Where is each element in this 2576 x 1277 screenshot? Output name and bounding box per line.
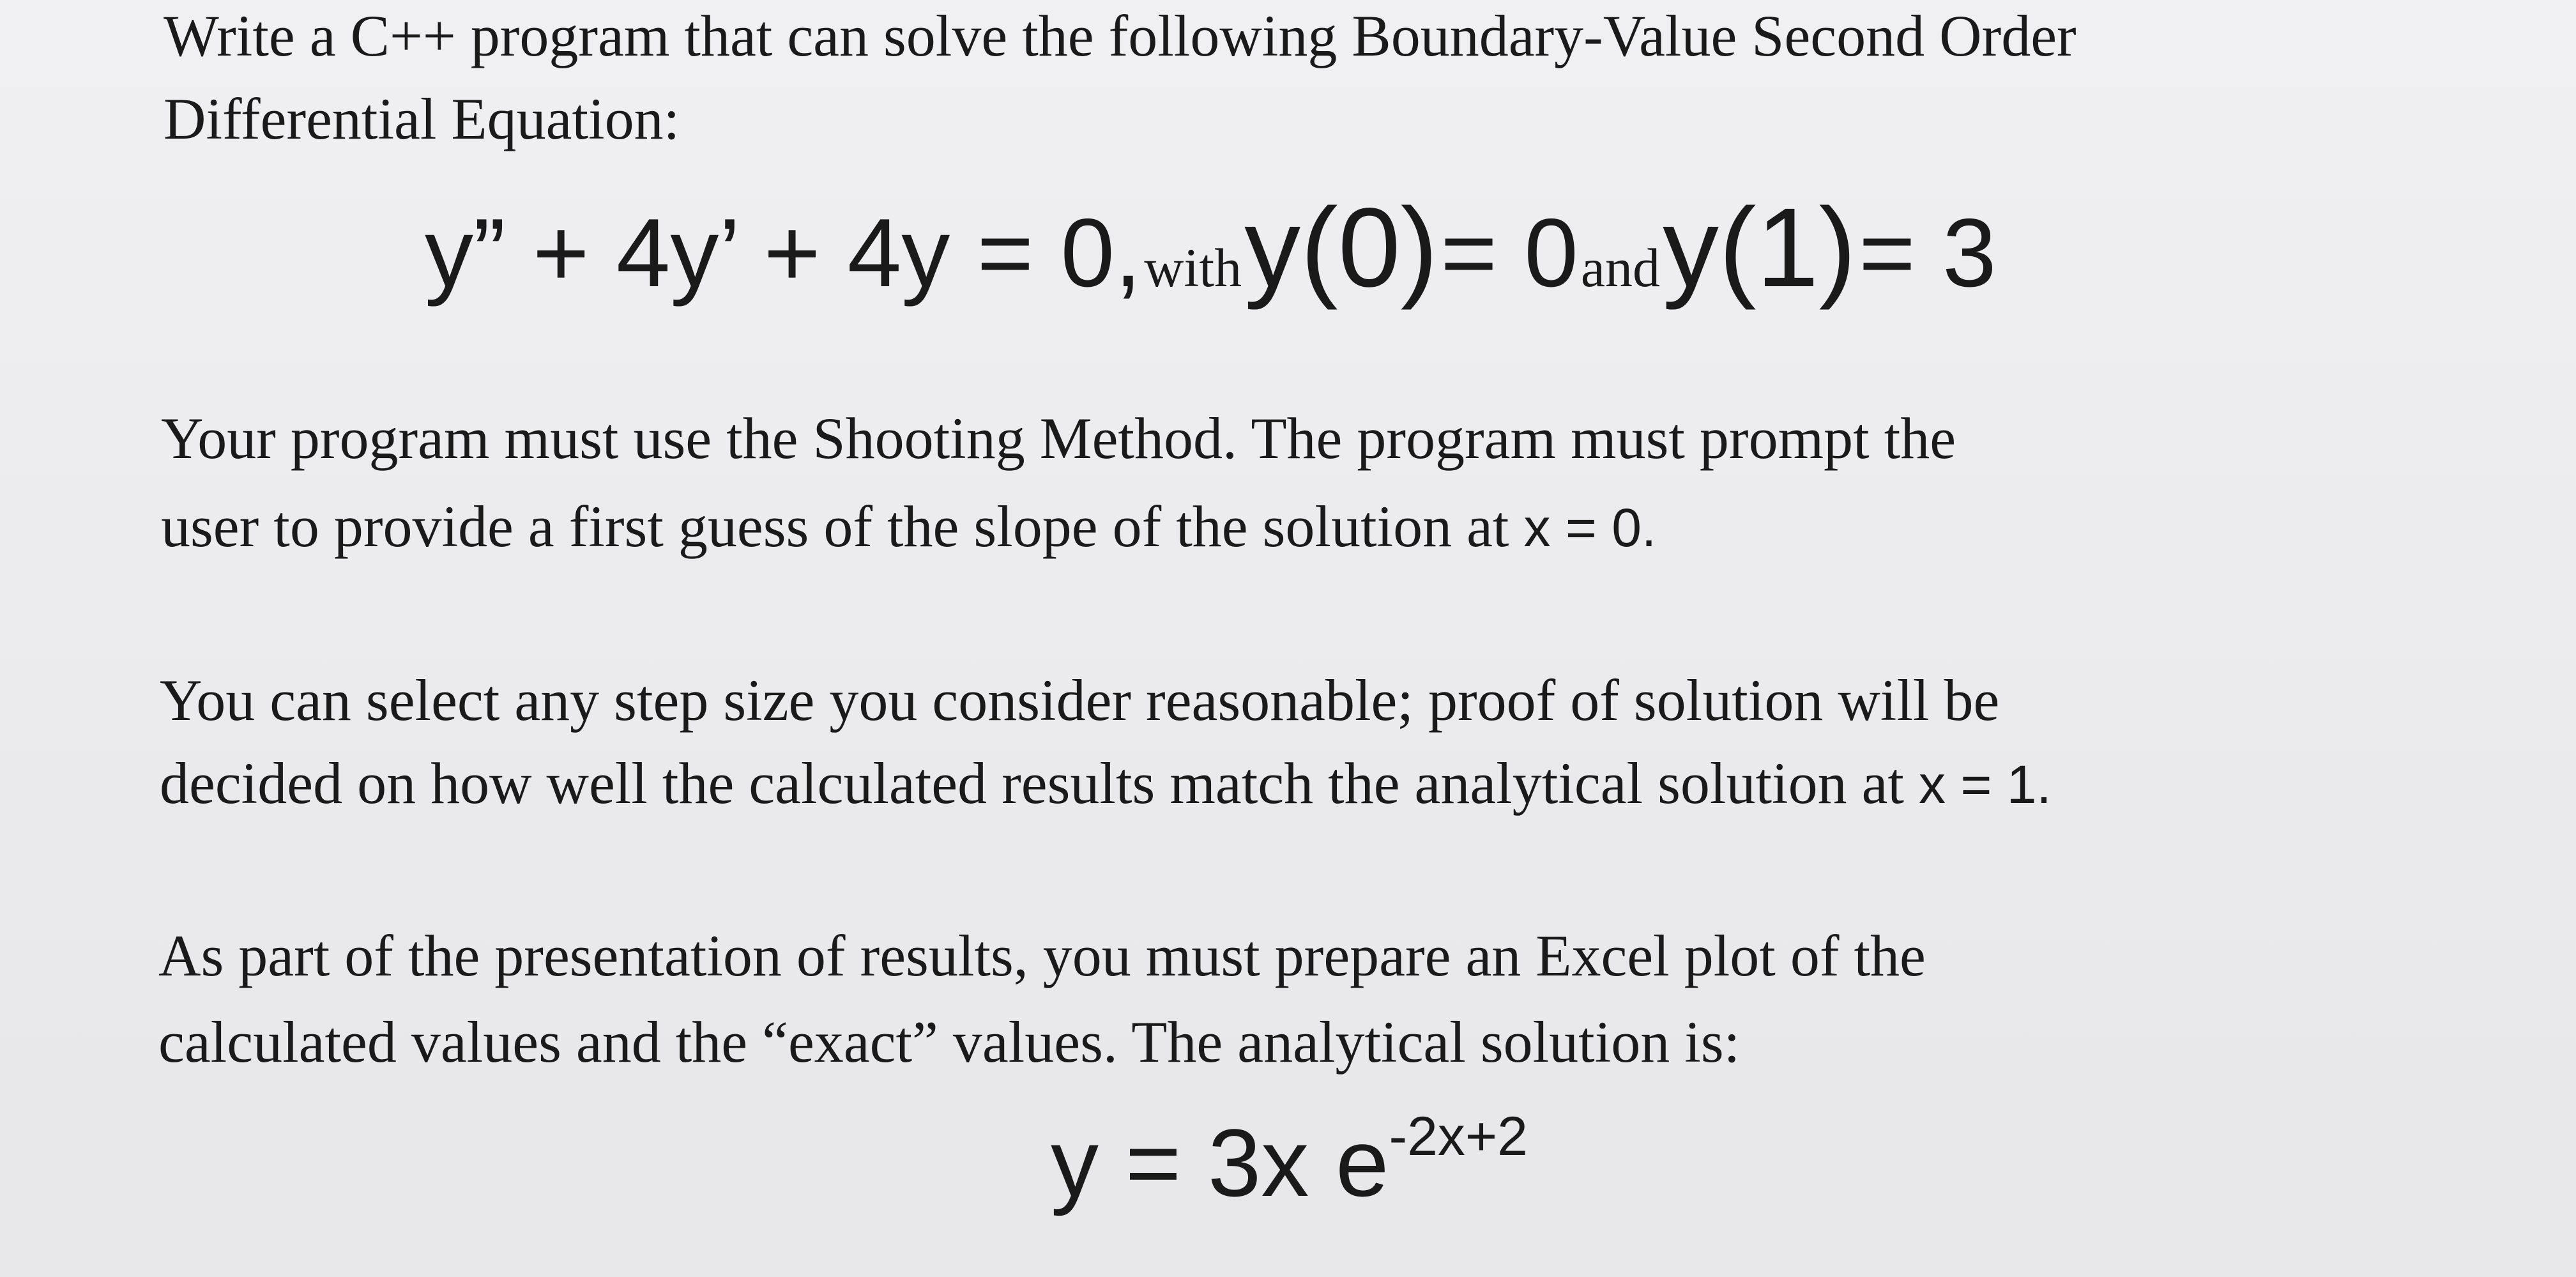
- paragraph-3-line-1: You can select any step size you consider reasonable; proof of solution will be: [160, 668, 2000, 733]
- analytical-solution-exponent: -2x+2: [1389, 1106, 1528, 1167]
- paragraph-2-line-2-math: x = 0.: [1523, 498, 1657, 558]
- paragraph-3-line-2: [160, 751, 2052, 816]
- paragraph-3-line-2-math: x = 1.: [1918, 754, 2052, 814]
- paragraph-2-line-2-text: user to provide a first guess of the slope of the solution at: [161, 494, 1509, 559]
- analytical-solution-base: y = 3x e: [1051, 1109, 1389, 1216]
- boundary-condition-2-value: = 3: [1859, 199, 1997, 307]
- analytical-solution-equation: [1051, 1106, 1528, 1216]
- boundary-condition-1-value: = 0: [1440, 199, 1578, 307]
- boundary-condition-1-func: y(0): [1244, 185, 1438, 310]
- paragraph-2-line-1: Your program must use the Shooting Method. The program must prompt the: [161, 406, 1956, 471]
- paragraph-1-line-2: Differential Equation:: [164, 86, 680, 151]
- differential-equation: [425, 185, 1997, 310]
- paragraph-3-line-2-text: decided on how well the calculated results match the analytical solution at: [160, 751, 1904, 816]
- paragraph-2-line-2: [161, 494, 1657, 559]
- boundary-condition-2-func: y(1): [1662, 185, 1857, 310]
- equation-word-with: with: [1144, 237, 1242, 298]
- paragraph-1-line-1: Write a C++ program that can solve the following Boundary-Value Second Order: [164, 3, 2077, 68]
- equation-lhs: y” + 4y’ + 4y = 0,: [425, 199, 1142, 307]
- equation-word-and: and: [1580, 237, 1660, 298]
- paragraph-4-line-1: As part of the presentation of results, you must prepare an Excel plot of the: [158, 923, 1926, 988]
- paragraph-4-line-2: calculated values and the “exact” values. The analytical solution is:: [158, 1009, 1741, 1074]
